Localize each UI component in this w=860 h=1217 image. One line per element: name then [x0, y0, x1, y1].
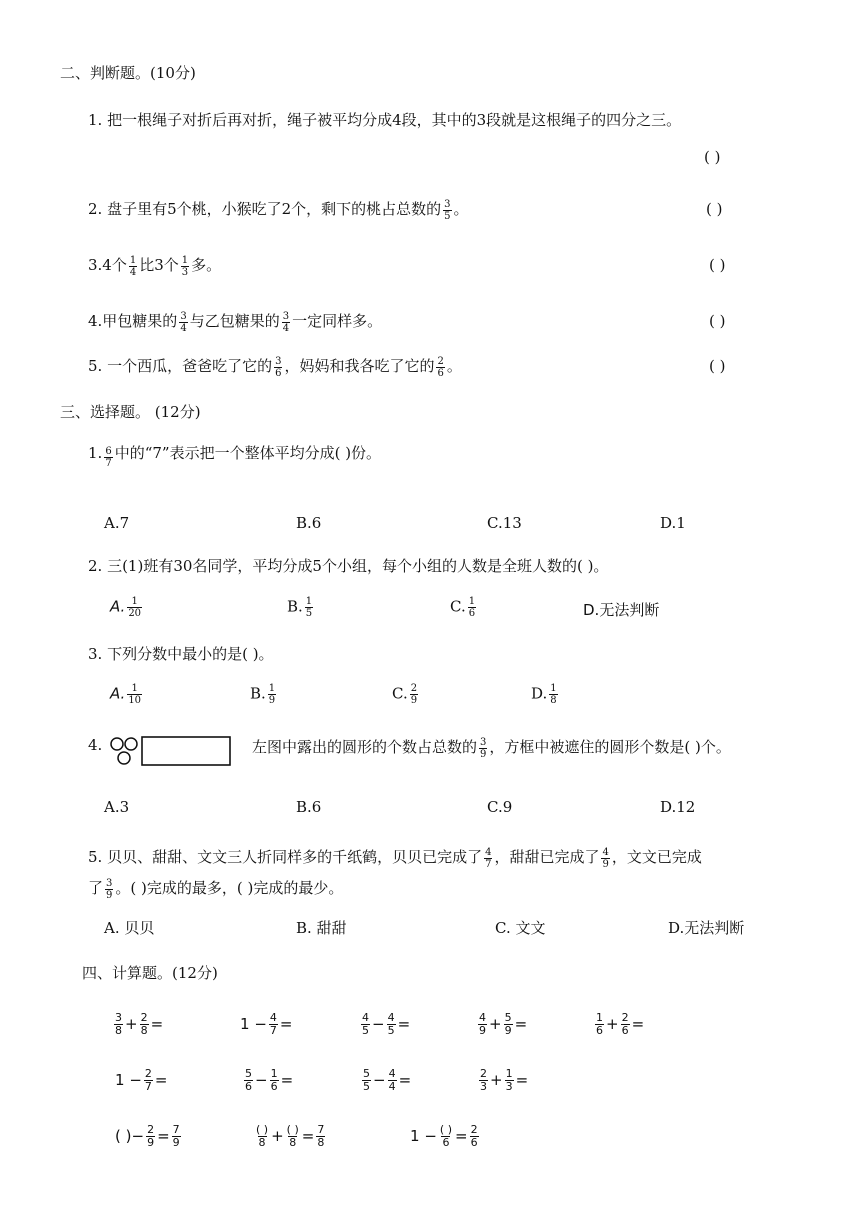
choice-q1-option-a[interactable]: A.7: [104, 514, 130, 532]
fraction: $\frac{2}{9}$: [410, 683, 418, 706]
choice-q3-option-d[interactable]: D. $\frac{1}{8}$: [531, 683, 557, 706]
calc-r2-item-1: 1 − $\frac{2}{7}$ =: [115, 1067, 168, 1093]
fraction: $\frac{7}{9}$: [172, 1123, 180, 1149]
judge-q5: 5. 一个西瓜，爸爸吃了它的 $\frac{3}{6}$ ，妈妈和我各吃了它的 $\frac{2}{6}$ 。: [88, 355, 462, 379]
calc-r1-item-5: $\frac{1}{6}$ + $\frac{2}{6}$ =: [596, 1011, 645, 1037]
choice-q3-text: 3. 下列分数中最小的是( )。: [88, 645, 274, 663]
section-title-choice: 三、选择题。 (12分): [60, 403, 201, 421]
judge-q5-answer-paren[interactable]: ( ): [709, 357, 726, 375]
fraction: $\frac{1}{6}$: [468, 596, 476, 619]
judge-q2-answer-paren[interactable]: ( ): [706, 200, 723, 218]
choice-q4-option-d[interactable]: D.12: [660, 798, 696, 816]
judge-q4-answer-paren[interactable]: ( ): [709, 312, 726, 330]
choice-q2-option-c[interactable]: C. $\frac{1}{6}$: [450, 596, 476, 619]
fraction: $\frac{1}{4}$: [129, 254, 137, 278]
fraction: $\frac{4}{9}$: [602, 846, 609, 870]
fraction: $\frac{3}{5}$: [444, 198, 451, 222]
fraction: $\frac{2}{6}$: [470, 1123, 478, 1149]
blank-paren[interactable]: ( ): [115, 1127, 132, 1145]
choice-q5-line1: 5. 贝贝、甜甜、文文三人折同样多的千纸鹤，贝贝已完成了 $\frac{4}{7}$ ，甜甜已完成了 $\frac{4}{9}$ ，文文已完成: [88, 846, 702, 870]
fraction: $\frac{2}{6}$: [621, 1011, 629, 1037]
fraction: $\frac{1}{20}$: [128, 596, 142, 619]
fraction: $\frac{3}{6}$: [275, 355, 282, 379]
fraction: $\frac{2}{7}$: [144, 1067, 152, 1093]
judge-q2: 2. 盘子里有5个桃，小猴吃了2个，剩下的桃占总数的 $\frac{3}{5}$ 。: [88, 198, 469, 222]
choice-q2-option-b[interactable]: B. $\frac{1}{5}$: [287, 596, 313, 619]
fraction: $\frac{1}{3}$: [505, 1067, 513, 1093]
calc-r1-item-4: $\frac{4}{9}$ + $\frac{5}{9}$ =: [479, 1011, 528, 1037]
fraction-blank[interactable]: $\frac{( )}{8}$: [256, 1123, 269, 1149]
circle-shape: [111, 738, 123, 750]
choice-q4-number: 4.: [88, 736, 103, 754]
choice-q3-option-a[interactable]: A. $\frac{1}{10}$: [110, 683, 142, 706]
fraction: $\frac{1}{6}$: [596, 1011, 603, 1037]
judge-q4: 4.甲包糖果的 $\frac{3}{4}$ 与乙包糖果的 $\frac{3}{4}$ 一定同样多。: [88, 310, 383, 334]
circle-shape: [125, 738, 137, 750]
choice-q1-option-d[interactable]: D.1: [660, 514, 686, 532]
fraction: $\frac{4}{7}$: [485, 846, 492, 870]
calc-r3-item-1: ( )− $\frac{2}{9}$ = $\frac{7}{9}$: [115, 1123, 180, 1149]
choice-q2-text: 2. 三(1)班有30名同学，平均分成5个小组，每个小组的人数是全班人数的( )。: [88, 557, 609, 575]
choice-q5-option-c[interactable]: C. 文文: [495, 919, 546, 937]
judge-q2-text: 2. 盘子里有5个桃，小猴吃了2个，剩下的桃占总数的: [88, 200, 442, 218]
circle-shape: [118, 752, 130, 764]
choice-q1-option-b[interactable]: B.6: [296, 514, 322, 532]
fraction: $\frac{1}{10}$: [128, 683, 142, 706]
judge-q3-answer-paren[interactable]: ( ): [709, 256, 726, 274]
fraction-blank[interactable]: $\frac{( )}{8}$: [286, 1123, 299, 1149]
fraction: $\frac{4}{7}$: [269, 1011, 277, 1037]
choice-q4-option-c[interactable]: C.9: [487, 798, 513, 816]
fraction: $\frac{4}{9}$: [479, 1011, 486, 1037]
fraction: $\frac{2}{6}$: [437, 355, 444, 379]
fraction: $\frac{6}{7}$: [105, 446, 112, 469]
judge-q1-text: 1. 把一根绳子对折后再对折，绳子被平均分成4段，其中的3段就是这根绳子的四分之三。: [88, 111, 682, 129]
fraction: $\frac{2}{8}$: [140, 1011, 148, 1037]
fraction: $\frac{3}{9}$: [106, 877, 113, 901]
calc-r1-item-3: $\frac{4}{5}$ − $\frac{4}{5}$ =: [362, 1011, 411, 1037]
fraction: $\frac{2}{3}$: [480, 1067, 487, 1093]
calc-r2-item-4: $\frac{2}{3}$ + $\frac{1}{3}$ =: [480, 1067, 529, 1093]
fraction: $\frac{3}{9}$: [480, 736, 487, 760]
choice-q3-option-c[interactable]: C. $\frac{2}{9}$: [392, 683, 418, 706]
calc-r2-item-3: $\frac{5}{5}$ − $\frac{4}{4}$ =: [363, 1067, 412, 1093]
fraction-blank[interactable]: $\frac{( )}{6}$: [439, 1123, 452, 1149]
fraction: $\frac{2}{9}$: [147, 1123, 155, 1149]
fraction: $\frac{4}{5}$: [387, 1011, 395, 1037]
choice-q5-option-d[interactable]: D.无法判断: [668, 919, 745, 937]
choice-q5-option-a[interactable]: A. 贝贝: [104, 919, 155, 937]
fraction: $\frac{1}{3}$: [181, 254, 189, 278]
fraction: $\frac{5}{9}$: [504, 1011, 512, 1037]
fraction: $\frac{4}{4}$: [388, 1067, 396, 1093]
fraction: $\frac{5}{5}$: [363, 1067, 370, 1093]
fraction: $\frac{5}{6}$: [245, 1067, 252, 1093]
cover-box: [142, 737, 230, 765]
choice-q4-option-b[interactable]: B.6: [296, 798, 322, 816]
fraction: $\frac{1}{6}$: [270, 1067, 278, 1093]
calc-r1-item-1: $\frac{3}{8}$ + $\frac{2}{8}$ =: [115, 1011, 164, 1037]
calc-r2-item-2: $\frac{5}{6}$ − $\frac{1}{6}$ =: [245, 1067, 294, 1093]
calc-r1-item-2: 1 − $\frac{4}{7}$ =: [240, 1011, 293, 1037]
choice-q1-option-c[interactable]: C.13: [487, 514, 522, 532]
calc-r3-item-2: $\frac{( )}{8}$ + $\frac{( )}{8}$ = $\frac{7}{8}$: [256, 1123, 325, 1149]
choice-q3-option-b[interactable]: B. $\frac{1}{9}$: [250, 683, 276, 706]
fraction: $\frac{3}{4}$: [282, 310, 290, 334]
fraction: $\frac{1}{5}$: [305, 596, 313, 619]
choice-q4-option-a[interactable]: A.3: [104, 798, 130, 816]
section-title-judgement: 二、判断题。(10分): [60, 64, 196, 82]
choice-q2-option-d[interactable]: D.无法判断: [583, 601, 660, 619]
fraction: $\frac{3}{8}$: [115, 1011, 122, 1037]
choice-q2-option-a[interactable]: A. $\frac{1}{20}$: [110, 596, 142, 619]
choice-q1: 1. $\frac{6}{7}$ 中的“7”表示把一个整体平均分成( )份。: [88, 444, 382, 469]
choice-q5-line2: 了 $\frac{3}{9}$ 。( )完成的最多，( )完成的最少。: [88, 877, 344, 901]
circles-and-box-figure: [108, 733, 238, 769]
fraction: $\frac{1}{9}$: [268, 683, 276, 706]
judge-q1-answer-paren[interactable]: ( ): [704, 148, 721, 166]
section-title-calculation: 四、计算题。(12分): [82, 964, 218, 982]
fraction: $\frac{3}{4}$: [180, 310, 187, 334]
fraction: $\frac{1}{8}$: [550, 683, 557, 706]
choice-q4: 左图中露出的圆形的个数占总数的 $\frac{3}{9}$ ，方框中被遮住的圆形个数是( )个。: [252, 736, 731, 760]
fraction: $\frac{7}{8}$: [317, 1123, 325, 1149]
fraction: $\frac{4}{5}$: [362, 1011, 369, 1037]
calc-r3-item-3: 1 − $\frac{( )}{6}$ = $\frac{2}{6}$: [410, 1123, 478, 1149]
judge-q3: 3.4个 $\frac{1}{4}$ 比3个 $\frac{1}{3}$ 多。: [88, 254, 222, 278]
choice-q5-option-b[interactable]: B. 甜甜: [296, 919, 347, 937]
